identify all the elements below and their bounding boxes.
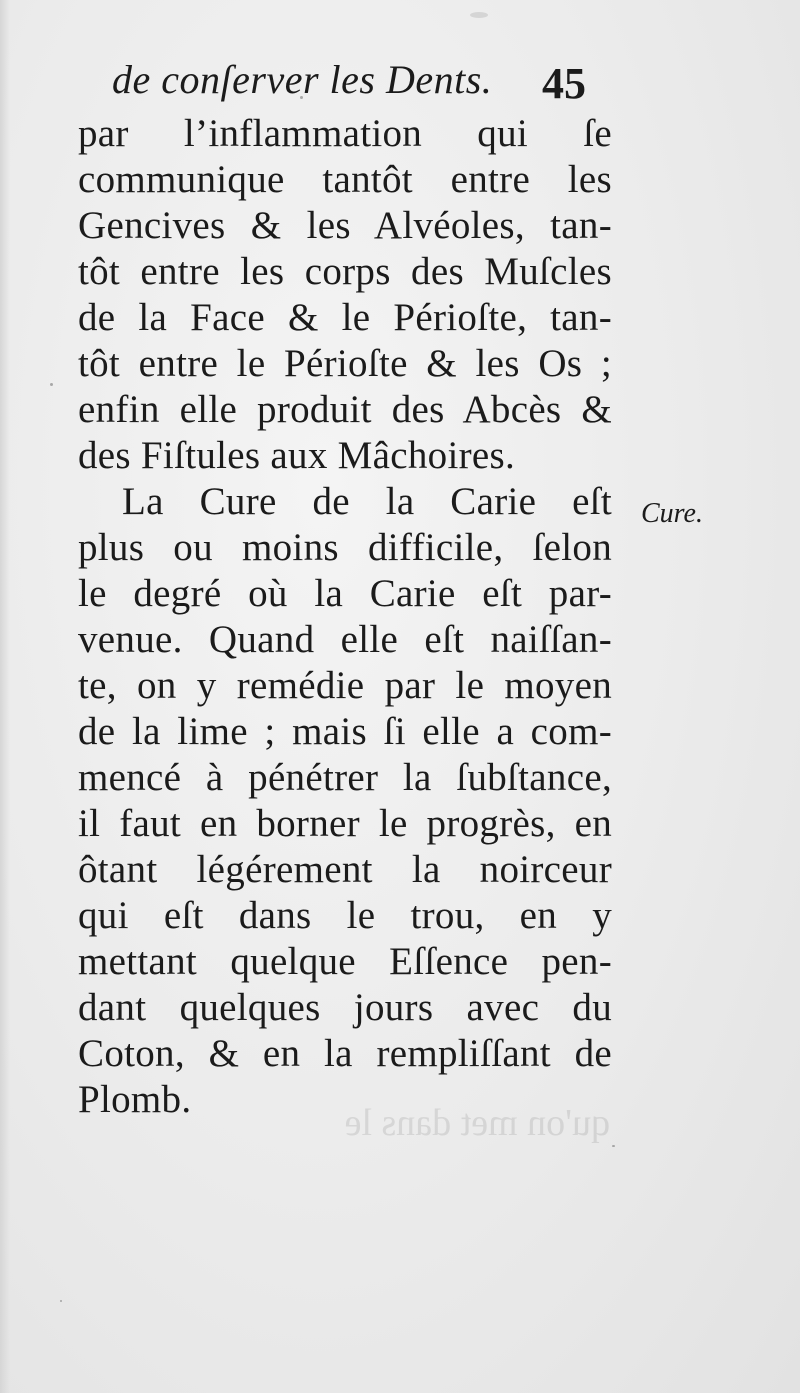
text-line: de la Face & le Périoſte, tan- [78, 296, 612, 339]
show-through-text: qu'on met dans le [344, 1102, 610, 1144]
text-line: tôt entre les corps des Muſcles [78, 250, 612, 293]
text-line: communique tantôt entre les [78, 158, 612, 201]
text-line: il faut en borner le progrès, en [78, 802, 612, 845]
text-line: mettant quelque Eſſence pen- [78, 940, 612, 983]
text-line: le degré où la Carie eſt par- [78, 572, 612, 615]
text-line: Gencives & les Alvéoles, tan- [78, 204, 612, 247]
text-line: mencé à pénétrer la ſubſtance, [78, 756, 612, 799]
page-edge-shadow [0, 0, 10, 1393]
text-line: ôtant légérement la noirceur [78, 848, 612, 891]
paper-speck [60, 1300, 62, 1302]
text-line: par l’inflammation qui ſe [78, 112, 612, 155]
running-head [112, 52, 612, 108]
paper-speck [470, 12, 488, 18]
text-line: Plomb. [78, 1078, 192, 1121]
text-line: des Fiſtules aux Mâchoires. [78, 434, 516, 477]
text-line: venue. Quand elle eſt naiſſan- [78, 618, 612, 661]
page-number: 45 [542, 59, 586, 108]
text-line: Coton, & en la rempliſſant de [78, 1032, 612, 1075]
paper-speck [300, 96, 303, 99]
text-line: plus ou moins difficile, ſelon [78, 526, 612, 569]
paper-speck [612, 1145, 615, 1147]
text-line: qui eſt dans le trou, en y [78, 894, 612, 937]
text-line: tôt entre le Périoſte & les Os ; [78, 342, 612, 385]
margin-note: Cure. [641, 498, 703, 529]
text-line: enfin elle produit des Abcès & [78, 388, 612, 431]
paper-speck [50, 383, 53, 386]
text-line: te, on y remédie par le moyen [78, 664, 612, 707]
text-line: dant quelques jours avec du [78, 986, 612, 1029]
text-line: de la lime ; mais ſi elle a com- [78, 710, 612, 753]
text-line: La Cure de la Carie eſt [122, 480, 612, 523]
running-title: de conſerver les Dents. [112, 57, 493, 102]
body-text [78, 111, 612, 1123]
